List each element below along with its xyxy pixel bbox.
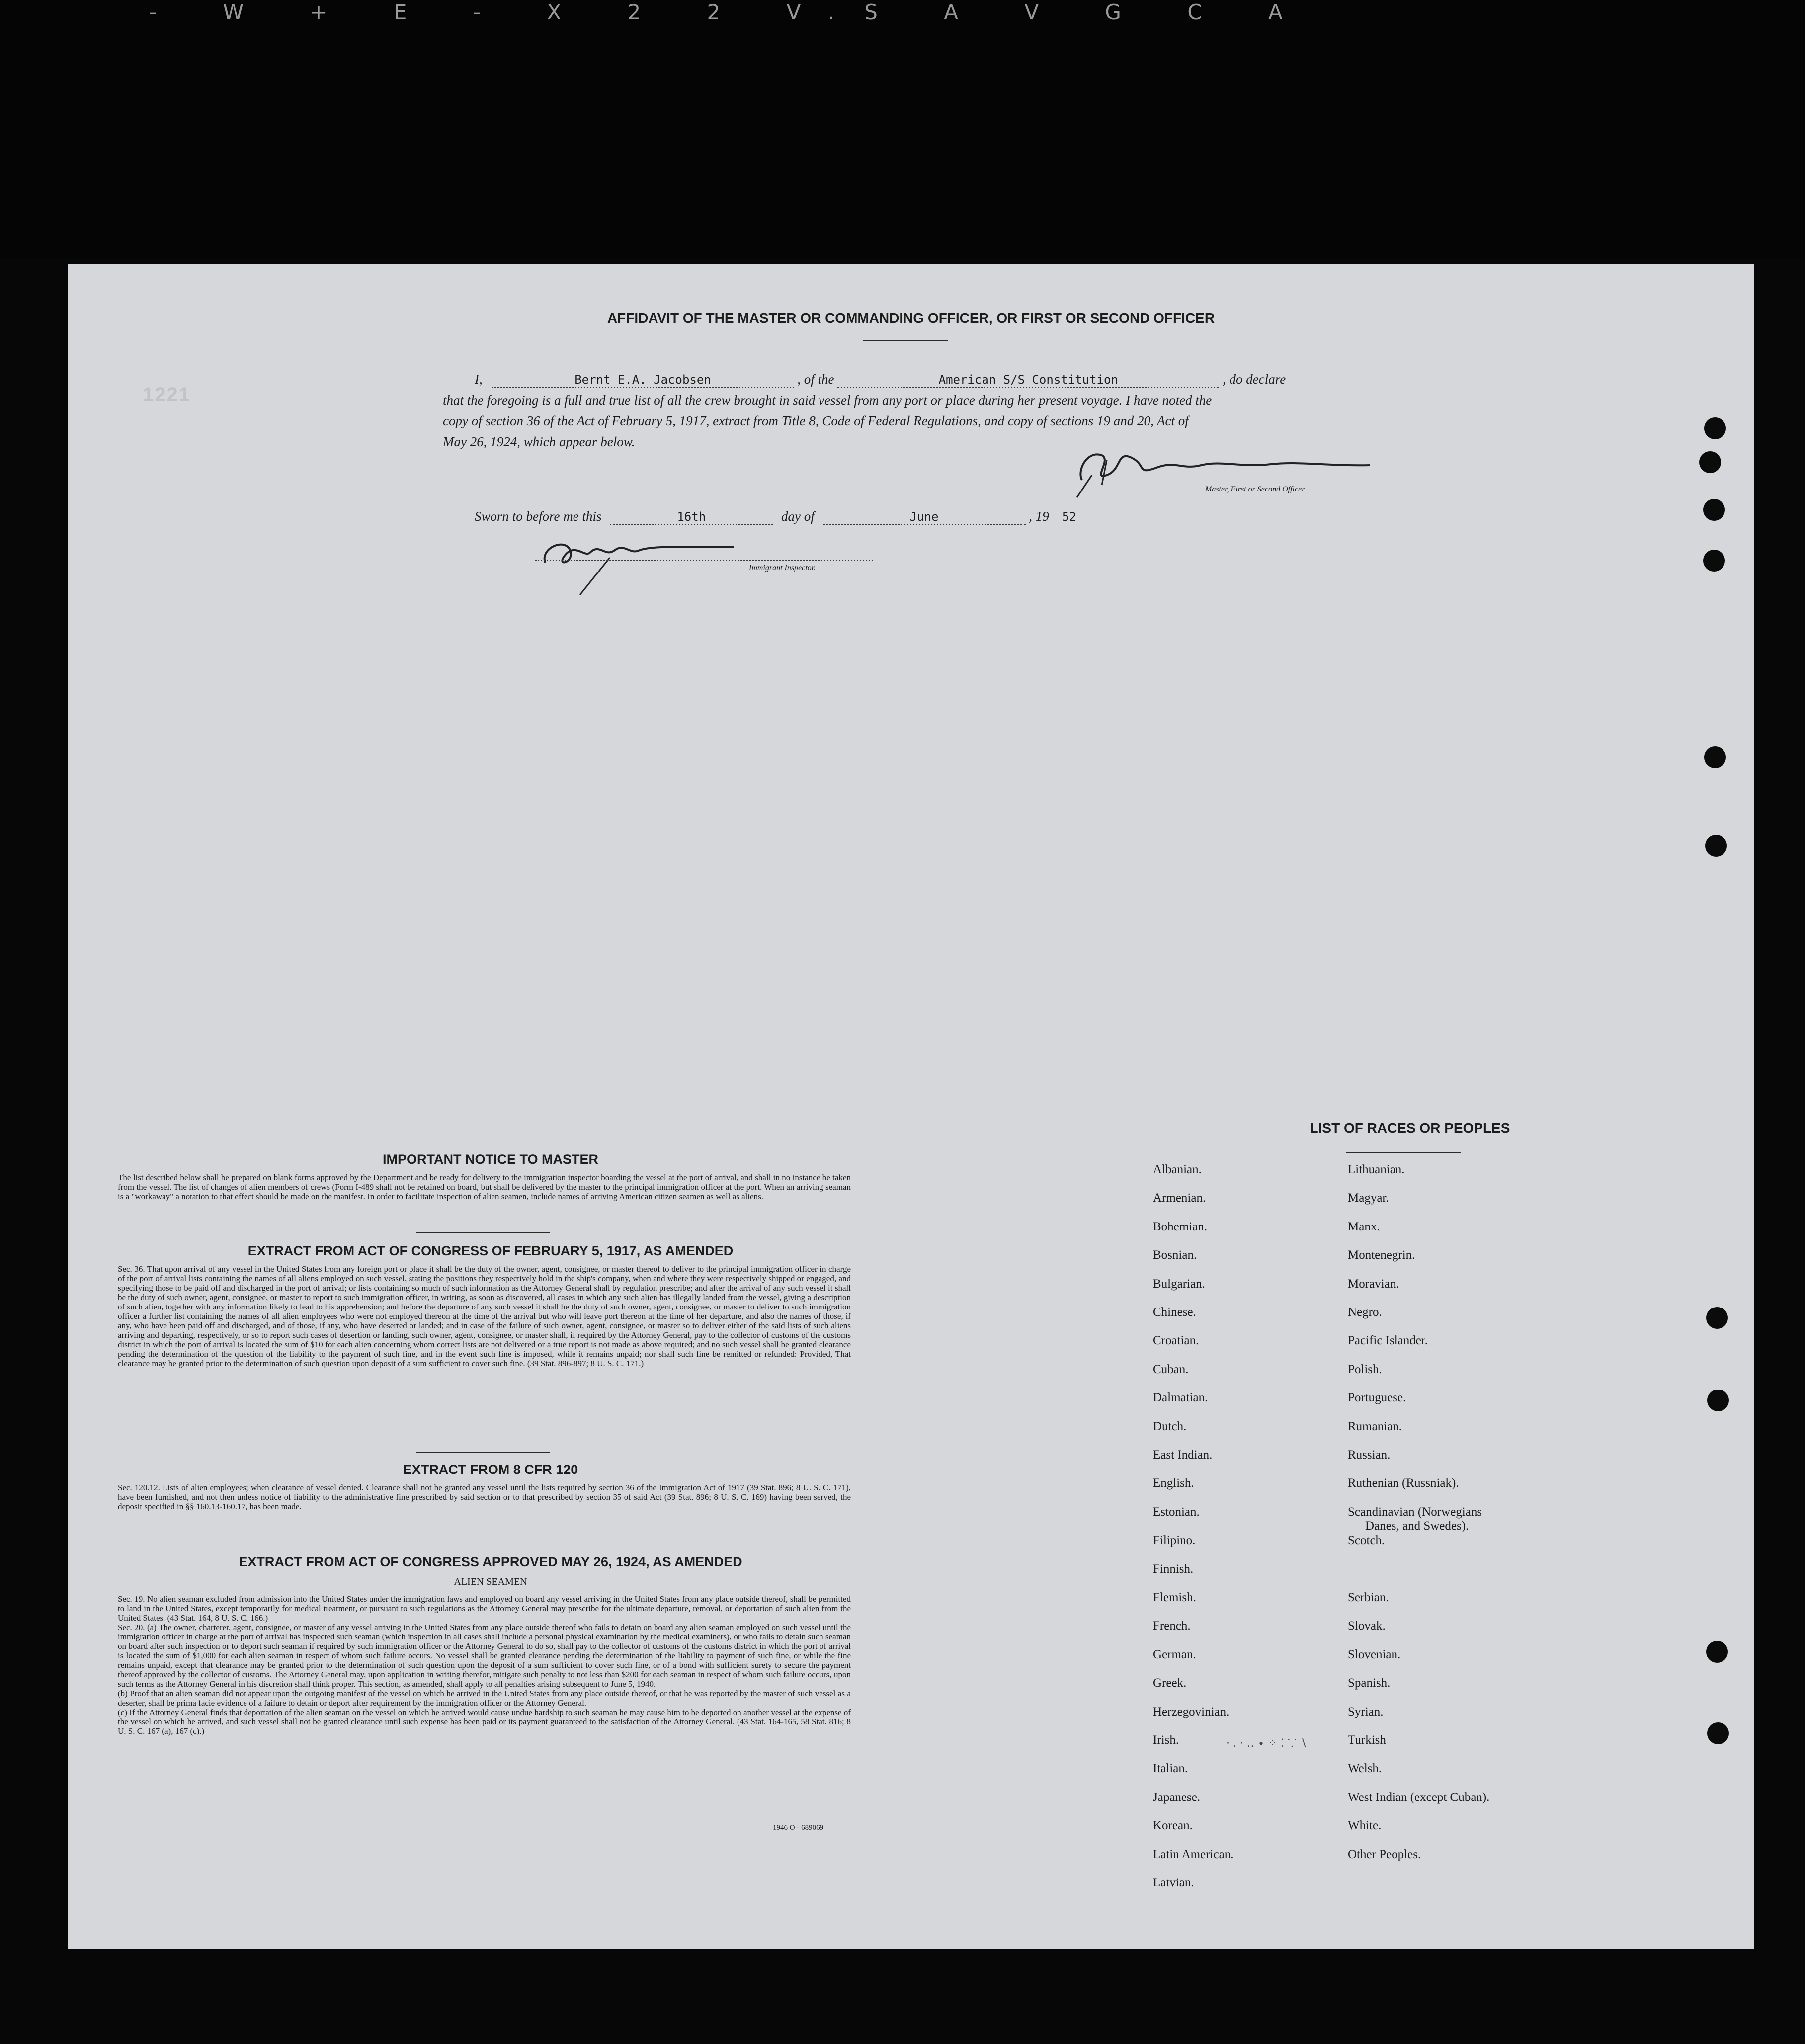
race-item: Finnish. bbox=[1153, 1562, 1194, 1576]
of-the-label: , of the bbox=[797, 372, 834, 387]
races-title-rule bbox=[1346, 1152, 1461, 1153]
race-item: Rumanian. bbox=[1348, 1419, 1402, 1433]
race-item: Other Peoples. bbox=[1348, 1847, 1421, 1861]
punch-hole bbox=[1703, 550, 1725, 572]
race-item: Pacific Islander. bbox=[1348, 1334, 1428, 1348]
act-1917-title: EXTRACT FROM ACT OF CONGRESS OF FEBRUARY 5, 1917, AS AMENDED bbox=[247, 1243, 734, 1258]
sworn-line bbox=[475, 509, 1086, 525]
notice-body: The list described below shall be prepared on blank forms approved by the Department and be ready for delivery to the immigration inspector boarding the vessel at the port of arrival, and shall in no instance be taken from the vessel. The list of changes of alien members of crews (Form I-489 shall not be retained on board, but shall be delivered by the master to the principal immigration officer at the port. When an arriving seaman is a "workaway" a notation to that effect should be made on the manifest. In order to facilitate inspection of alien seamen, include names of arriving American citizen seamen as well as aliens. bbox=[118, 1173, 851, 1201]
race-item: Montenegrin. bbox=[1348, 1248, 1415, 1262]
sworn-label: Sworn to before me this bbox=[475, 509, 602, 524]
race-item: Italian. bbox=[1153, 1762, 1188, 1776]
race-item: Slovenian. bbox=[1348, 1647, 1401, 1661]
punch-hole bbox=[1705, 835, 1727, 857]
races-title: LIST OF RACES OR PEOPLES bbox=[1310, 1120, 1510, 1136]
race-item: Armenian. bbox=[1153, 1191, 1206, 1205]
race-item: Scotch. bbox=[1348, 1534, 1385, 1548]
page-title: AFFIDAVIT OF THE MASTER OR COMMANDING OFFICER, OR FIRST OR SECOND OFFICER bbox=[607, 310, 1215, 326]
race-item: Herzegovinian. bbox=[1153, 1705, 1230, 1718]
act-1917-body: Sec. 36. That upon arrival of any vessel in the United States from any foreign port or place it shall be the duty of the owner, agent, consignee, or master thereof to deliver to the principal immigration officer in charge of the port of arrival lists containing the names of all aliens employed on such vessel, stating the positions they respectively hold in the ship's company, when and where they were respectively shipped or engaged, and specifying those to be paid off and discharged in the port of arrival; or lists containing so much of such information as the Attorney General shall by regulation prescribe; and after the arrival of any such vessel it shall be the duty of such owner, agent, consignee, or master to report to such immigration officer, in writing, as soon as discovered, all cases in which any such alien has illegally landed from the vessel, giving a description of such alien, together with any information likely to lead to his apprehension; and before the departure of any such vessel it shall be the duty of such owner, agent, consignee, or master to deliver to such immigration officer a further list containing the names of all alien employees who were not employed thereon at the time of the arrival but who will leave port thereon at the time of her departure, and also the names of those, if any, who have been paid off and discharged, and of those, if any, who have deserted or landed; and in case of the failure of such owner, agent, consignee, or master so to deliver either of the said lists of such aliens arriving and departing, respectively, or so to report such cases of desertion or landing, such owner, agent, consignee, or master shall, if required by the Attorney General, pay to the collector of customs of the customs district in which the port of arrival is located the sum of $10 for each alien concerning whom correct lists are not delivered or a true report is not made as above required; and no such vessel shall be granted clearance pending the determination of the question of the liability to the payment of such fine, and in the event such fine is imposed, while it remains unpaid; nor shall such fine be remitted or refunded: Provided, That clearance may be granted prior to the determination of such question upon deposit of a sum sufficient to cover such fine. (39 Stat. 896-897; 8 U. S. C. 171.) bbox=[118, 1264, 851, 1368]
side-stamp: 1221 bbox=[143, 384, 191, 406]
affidavit-line-4: May 26, 1924, which appear below. bbox=[443, 434, 635, 449]
act-1924-body: Sec. 19. No alien seaman excluded from admission into the United States under the immigration laws and employed on board any vessel arriving in the United States from any place outside thereof, shall be permitted to land in the United States, except temporarily for medical treatment, or pursuant to such regulations as the Attorney General may prescribe for the ultimate departure, removal, or deportation of such alien from the United States. (43 Stat. 164, 8 U. S. C. 166.) Sec. 20. (a) The owner, charterer, agent, consignee, or master of any vessel arriving in the United States from any place outside thereof who fails to detain on board any alien seaman employed on such vessel until the immigration officer in charge at the port of arrival has inspected such seaman (which inspection in all cases shall include a personal physical examination by the medical examiners), or who fails to detain such seaman on board after such inspection or to deport such seaman if required by such immigration officer or the Attorney General to do so, shall pay to the collector of customs of the customs district in which the port of arrival is located the sum of $1,000 for each alien seaman in respect of whom such failure occurs. No vessel shall be granted clearance pending the determination of the liability to payment of such fine, or while the fine remains unpaid, except that clearance may be granted prior to the determination of such question upon the deposit of a sum sufficient to cover such fine, or of a bond with sufficient surety to secure the payment thereof approved by the collector of customs. The Attorney General may, upon application in writing therefor, mitigate such penalty to not less than $200 for each seaman in respect of whom such failure occurs, upon such terms as the Attorney General in his discretion shall think proper. This section, as amended, shall apply to all penalties arising subsequent to June 5, 1940. (b) Proof that an alien seaman did not appear upon the outgoing manifest of the vessel on which he arrived in the United States from any place outside thereof, or that he was reported by the master of such vessel as a deserter, shall be prima facie evidence of a failure to detain or deport after requirement by the immigration officer or the Attorney General. (c) If the Attorney General finds that deportation of the alien seaman on the vessel on which he arrived would cause undue hardship to such seaman he may cause him to be deported on another vessel at the expense of the vessel on which he arrived, and such vessel shall not be granted clearance until such expense has been paid or its payment guaranteed to the satisfaction of the Attorney General. (43 Stat. 164-165, 58 Stat. 816; 8 U. S. C. 167 (a), 167 (c).) bbox=[118, 1594, 851, 1736]
affidavit-line-3: copy of section 36 of the Act of February 5, 1917, extract from Title 8, Code of Federal Regulations, and copy of sections 19 and 20, Act of bbox=[443, 413, 1189, 428]
race-item: Negro. bbox=[1348, 1306, 1382, 1319]
day-of-label: day of bbox=[781, 509, 815, 524]
film-marks: - W + E - X 2 2 V.S A V G C A bbox=[149, 0, 1313, 20]
punch-hole bbox=[1707, 1722, 1729, 1744]
race-item: Dutch. bbox=[1153, 1419, 1187, 1433]
race-item: White. bbox=[1348, 1819, 1382, 1833]
race-item: Japanese. bbox=[1153, 1790, 1201, 1804]
race-item: Cuban. bbox=[1153, 1362, 1189, 1376]
race-item: Manx. bbox=[1348, 1220, 1380, 1233]
notice-title: IMPORTANT NOTICE TO MASTER bbox=[383, 1152, 598, 1167]
race-item: Syrian. bbox=[1348, 1705, 1384, 1718]
race-item: Chinese. bbox=[1153, 1306, 1196, 1319]
year-field: 52 bbox=[1062, 510, 1076, 524]
act-1924-title: EXTRACT FROM ACT OF CONGRESS APPROVED MAY 26, 1924, AS AMENDED bbox=[239, 1554, 742, 1569]
race-item: English. bbox=[1153, 1476, 1194, 1490]
race-item: Serbian. bbox=[1348, 1591, 1389, 1604]
race-item: Filipino. bbox=[1153, 1534, 1196, 1548]
race-item: East Indian. bbox=[1153, 1448, 1213, 1462]
race-item: Bosnian. bbox=[1153, 1248, 1197, 1262]
year-prefix: , 19 bbox=[1029, 509, 1049, 524]
affidavit-line-1 bbox=[475, 372, 1286, 388]
month-field: June bbox=[823, 510, 1026, 525]
i-label: I, bbox=[475, 372, 483, 387]
act-1924-subtitle: ALIEN SEAMEN bbox=[454, 1576, 527, 1587]
race-item: Portuguese. bbox=[1348, 1391, 1406, 1405]
race-item: Bulgarian. bbox=[1153, 1277, 1205, 1291]
race-item: Slovak. bbox=[1348, 1619, 1386, 1633]
race-item: German. bbox=[1153, 1647, 1196, 1661]
race-item: Magyar. bbox=[1348, 1191, 1389, 1205]
punch-hole bbox=[1704, 746, 1726, 768]
race-item: Irish. bbox=[1153, 1733, 1179, 1747]
race-item: Latvian. bbox=[1153, 1876, 1194, 1889]
race-item: French. bbox=[1153, 1619, 1191, 1633]
divider bbox=[416, 1452, 550, 1453]
document-page bbox=[68, 264, 1754, 1949]
inspector-signature bbox=[535, 528, 754, 597]
declare-label: , do declare bbox=[1223, 372, 1286, 387]
race-item: Croatian. bbox=[1153, 1334, 1199, 1348]
master-caption: Master, First or Second Officer. bbox=[1205, 485, 1306, 493]
race-item: Moravian. bbox=[1348, 1277, 1399, 1291]
day-field: 16th bbox=[610, 510, 773, 525]
vessel-field: American S/S Constitution bbox=[837, 373, 1219, 388]
race-item: Estonian. bbox=[1153, 1505, 1200, 1519]
race-item: Turkish bbox=[1348, 1733, 1386, 1747]
race-item: West Indian (except Cuban). bbox=[1348, 1790, 1490, 1804]
race-item: Ruthenian (Russniak). bbox=[1348, 1476, 1459, 1490]
punch-hole bbox=[1704, 417, 1726, 439]
race-item: Greek. bbox=[1153, 1676, 1187, 1690]
punch-hole bbox=[1706, 1307, 1728, 1329]
print-code: 1946 O - 689069 bbox=[773, 1824, 824, 1832]
race-item: Dalmatian. bbox=[1153, 1391, 1208, 1405]
master-name-field: Bernt E.A. Jacobsen bbox=[492, 373, 794, 388]
inspector-caption: Immigrant Inspector. bbox=[749, 564, 816, 572]
punch-hole bbox=[1699, 451, 1721, 473]
race-item: Danes, and Swedes). bbox=[1365, 1519, 1469, 1533]
film-strip-top bbox=[0, 0, 1805, 258]
scratch-marks: · . · ‥ ∙ ⁘ ⁚ ⸪ ∖ bbox=[1226, 1737, 1307, 1750]
inspector-line bbox=[535, 560, 873, 561]
divider bbox=[416, 1232, 550, 1233]
race-item: Polish. bbox=[1348, 1362, 1382, 1376]
race-item: Bohemian. bbox=[1153, 1220, 1208, 1233]
affidavit-line-2: that the foregoing is a full and true list of all the crew brought in said vessel from any port or place during her present voyage. I have noted the bbox=[443, 393, 1212, 408]
race-item: Welsh. bbox=[1348, 1762, 1382, 1776]
punch-hole bbox=[1706, 1641, 1728, 1663]
cfr-title: EXTRACT FROM 8 CFR 120 bbox=[403, 1462, 578, 1477]
race-item: Scandinavian (Norwegians bbox=[1348, 1505, 1482, 1519]
race-item: Lithuanian. bbox=[1348, 1163, 1405, 1176]
title-rule bbox=[863, 340, 948, 341]
race-item: Korean. bbox=[1153, 1819, 1193, 1833]
race-item: Albanian. bbox=[1153, 1163, 1202, 1176]
punch-hole bbox=[1703, 499, 1725, 521]
punch-hole bbox=[1707, 1390, 1729, 1411]
race-item: Russian. bbox=[1348, 1448, 1391, 1462]
cfr-body: Sec. 120.12. Lists of alien employees; when clearance of vessel denied. Clearance shall not be granted any vessel until the lists required by section 36 of the Immigration Act of 1917 (39 Stat. 896; 8 U. S. C. 171), have been furnished, and not then unless notice of liability to the administrative fine prescribed by said section or to that prescribed by section 35 of said Act (39 Stat. 896; 8 U. S. C. 169) having been served, the deposit specified in §§ 160.13-160.17, has been made. bbox=[118, 1483, 851, 1511]
race-item: Spanish. bbox=[1348, 1676, 1391, 1690]
race-item: Latin American. bbox=[1153, 1847, 1234, 1861]
race-item: Flemish. bbox=[1153, 1591, 1196, 1604]
